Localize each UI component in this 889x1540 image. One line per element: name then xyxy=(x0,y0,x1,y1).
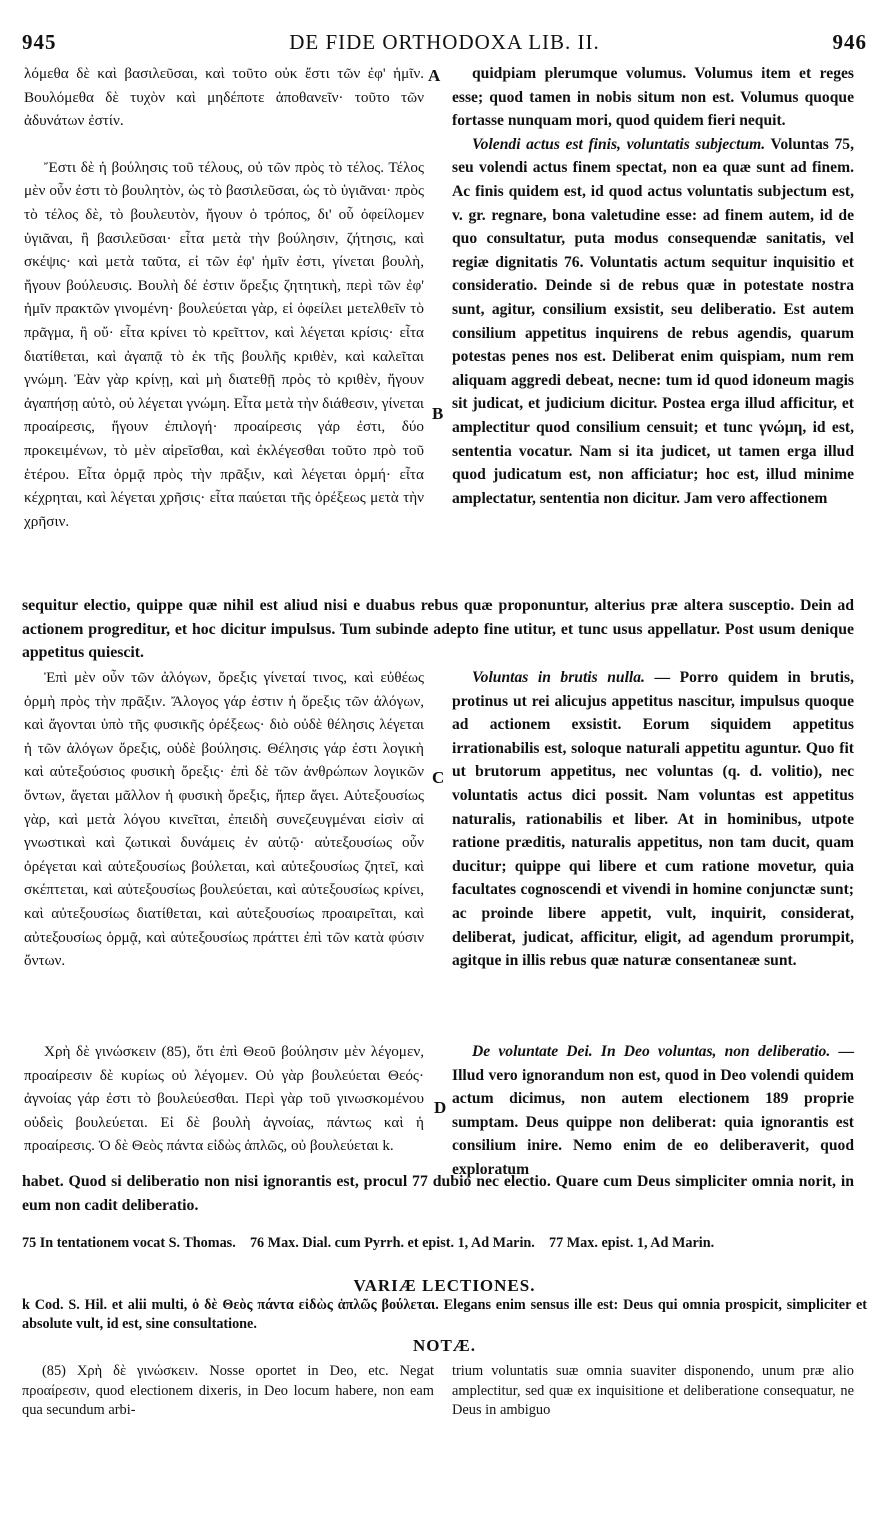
running-title: DE FIDE ORTHODOXA LIB. II. xyxy=(289,30,600,54)
latin-text-deo: — Illud vero ignorandum non est, quod in Deo volendi quidem actum dicimus, non autem electionem 189 proprie sumptam. Deus quippe non deliberat: quia ignorantis est consilium inire. Nemo enim de eo deliberaverit, quod exploratum xyxy=(452,1043,854,1178)
margin-letter-b: B xyxy=(432,404,444,423)
greek-paragraph-4: Χρὴ δὲ γινώσκειν (85), ὅτι ἐπὶ Θεοῦ βούλησιν μὲν λέγομεν, προαίρεσιν δὲ κυρίως οὐ λέγομεν. Οὐ γὰρ βουλεύεται Θεός· ἀγνοίας γάρ ἐστι τὸ βουλεύεσθαι. Περὶ γὰρ τοῦ γινωσκομένου οὐδεὶς βουλεύεται. Εἰ δὲ βουλὴ ἀγνοίας, πάντως καὶ ἡ προαίρεσις. Ὁ δὲ Θεὸς πάντα εἰδὼς ἁπλῶς, οὐ βουλεύεται k. xyxy=(24,1043,424,1155)
latin-column-top xyxy=(452,62,854,598)
latin-full-text-1: sequitur electio, quippe quæ nihil est aliud nisi e duabus rebus quæ proponuntur, alterius præ altera susceptio. Dein ad actionem progreditur, et hoc dicitur impulsus. Tum subinde adepto fine utitur, et tunc usus appellatur. Post usum denique appetitus quiescit. xyxy=(22,597,854,662)
page-number-right: 946 xyxy=(832,30,867,54)
running-header xyxy=(22,30,867,56)
latin-paragraph-2 xyxy=(452,133,854,511)
notae-left-column xyxy=(22,1362,434,1424)
latin-full-text-2: habet. Quod si deliberatio non nisi ignorantis est, procul 77 dubio nec electio. Quare cum Deus simpliciter omnia norit, in eum non cadit deliberatio. xyxy=(22,1173,854,1214)
greek-column-middle xyxy=(24,666,424,1034)
latin-text-brutis: — Porro quidem in brutis, protinus ut rei alicujus appetitus nascitur, impulsus quoque ad actionem exsistit. Eorum siquidem appetitus irrationabilis est, soloque naturali appetitu aguntur. Quo fit ut brutorum appetitus, nec voluntas (q. d. volitio), nec voluntatis actus dici possit. Nam voluntas est appetitus naturalis, rationabilis et liber. At in hominibus, utpote ratione præditis, naturalis appetitus, non tam ducit, quam ducitur; quippe qui libere et cum ratione movetur, quia facultates cognoscendi et vivendi in homine conjunctæ sunt; ac proinde libere appetit, vult, inquirit, considerat, deliberat, judicat, afficitur, eligit, ad agendum prorumpit, agitque in illis rebus quæ naturæ consentaneæ sunt. xyxy=(452,669,854,970)
margin-letter-a: A xyxy=(428,66,441,85)
notae-right-column xyxy=(452,1362,854,1424)
greek-paragraph-3: Ἐπὶ μὲν οὖν τῶν ἀλόγων, ὄρεξις γίνεταί τινος, καὶ εὐθέως ὁρμὴ πρὸς τὴν πρᾶξιν. Ἄλογος γάρ ἐστιν ἡ ὄρεξις τῶν ἀλόγων, καὶ ἄγονται ὑπὸ τῆς φυσικῆς ὀρέξεως· διὸ οὐδὲ θέλησις λέγεται ἡ τῶν ἀλόγων ὄρεξις, οὐδὲ βούλησις. Θέλησις γάρ ἐστι λογικὴ καὶ αὐτεξούσιος φυσικὴ ὄρεξις· ἐπὶ δὲ τῶν ἀνθρώπων λογικῶν ὄντων, ἄγεται μᾶλλον ἡ φυσικὴ ὄρεξις, ἤπερ ἄγει. Αὐτεξουσίως γὰρ, καὶ μετὰ λόγου κινεῖται, ἐπειδὴ συνεζευγμέναι εἰσὶν αἱ γνωστικαὶ καὶ ζωτικαὶ δυνάμεις ἐν αὐτῷ· αὐτεξουσίως οὖν ὀρέγεται καὶ αὐτεξουσίως βούλεται, καὶ αὐτεξουσίως ζητεῖ, καὶ σκέπτεται, καὶ αὐτεξουσίως βουλεύεται, καὶ αὐτεξουσίως κρίνει, καὶ αὐτεξουσίως διατίθεται, καὶ αὐτεξουσίως προαιρεῖται, καὶ αὐτεξουσίως ὁρμᾷ, καὶ αὐτεξουσίως πράττει ἐπὶ τῶν κατὰ φύσιν ὄντων. xyxy=(24,669,424,970)
notae-left-text: (85) Χρὴ δὲ γινώσκειν. Nosse oportet in Deo, etc. Negat προαίρεσιν, quod electionem dixeris, in Deo locum habere, non eam qua secundum arbi- xyxy=(22,1363,434,1418)
footnote-77: 77 Max. epist. 1, Ad Marin. xyxy=(549,1235,715,1251)
notae-right-text: trium voluntatis suæ omnia suaviter disponendo, unum præ alio amplectitur, sed quæ ex inquisitione et deliberatione consequatur, ne Deus in ambiguo xyxy=(452,1363,854,1418)
notae-heading xyxy=(22,1336,867,1360)
variae-text: k Cod. S. Hil. et alii multi, ὁ δὲ Θεὸς πάντα εἰδὼς ἁπλῶς βούλεται. Elegans enim sensus ille est: Deus qui omnia prospicit, simpliciter et absolute vult, id est, sine consultatione. xyxy=(22,1297,867,1332)
latin-column-middle xyxy=(452,666,854,1026)
latin-text-voluntas: Voluntas 75, seu volendi actus finem spectat, non ea quæ sunt ad finem. Ac finis quidem est, id quod actus voluntatis subjectum est, v. gr. regnare, bona valetudine esse: ad finem autem, id de quo consultatur, puta modus consequendæ sanitatis, vel regiæ dignitatis 76. Voluntatis actum sequitur inquisitio et consideratio. Deinde si de rebus quæ in potestate nostra sunt, agitur, consilium exsistit, seu deliberatio. Est autem consilium appetitus inquirens de rebus agendis, quarum potestas penes nos est. Deliberat enim quispiam, num rem aliquam aggredi debeat, necne: tum id quod idoneum magis sit judicat, et judicium dicitur. Postea erga illud afficitur, et amplectitur quod consilium censuit; et tunc γνώμη, id est, sententia vocatur. Nam si ita judicet, ut tamen erga illud quod judicatum est, non afficiatur; hoc est, illud minime amplectatur, sententia non dicitur. Jam vero affectionem xyxy=(452,135,854,507)
footnotes xyxy=(22,1234,867,1276)
latin-fullwidth-1 xyxy=(22,594,854,666)
latin-heading-deo: De voluntate Dei. In Deo voluntas, non deliberatio. xyxy=(472,1043,831,1060)
latin-paragraph-1: quidpiam plerumque volumus. Volumus item et reges esse; quod tamen in nobis situm non est. Volumus quoque fortasse nunquam mori, quod quidem fieri nequit. xyxy=(452,65,854,130)
variae-title: VARIÆ LECTIONES. xyxy=(353,1276,536,1295)
margin-letter-d: D xyxy=(434,1098,447,1117)
latin-column-bottom xyxy=(452,1040,854,1178)
latin-paragraph-3 xyxy=(452,666,854,973)
notae-title: NOTÆ. xyxy=(412,1336,477,1355)
greek-column-top xyxy=(24,62,424,572)
greek-column-bottom xyxy=(24,1040,424,1170)
margin-letter-c: C xyxy=(432,768,445,787)
latin-heading-brutis: Voluntas in brutis nulla. xyxy=(472,669,645,686)
latin-fullwidth-2 xyxy=(22,1170,854,1218)
greek-paragraph-1: λόμεθα δὲ καὶ βασιλεῦσαι, καὶ τοῦτο οὐκ ἔστι τῶν ἐφ' ἡμῖν. Βουλόμεθα δὲ τυχὸν καὶ μηδέποτε ἀποθανεῖν· τοῦτο τῶν ἀδυνάτων ἐστίν. xyxy=(24,65,424,130)
latin-paragraph-4 xyxy=(452,1040,854,1182)
greek-paragraph-2: Ἔστι δὲ ἡ βούλησις τοῦ τέλους, οὐ τῶν πρὸς τὸ τέλος. Τέλος μὲν οὖν ἐστι τὸ βουλητὸν, ὡς τὸ βασιλεῦσαι, ὡς τὸ ὑγιᾶναι· πρὸς τὸ τέλος δὲ, τὸ βουλευτὸν, ἤγουν ὁ τρόπος, δι' οὗ ὀφείλομεν ὑγιᾶναι, ἢ βασιλεῦσαι· εἶτα μετὰ τὴν βούλησιν, ζήτησις, καὶ σκέψις· καὶ μετὰ ταῦτα, εἰ τῶν ἐφ' ἡμῖν ἐστι, γίνεται βουλὴ, ἤγουν βούλευσις. Βουλὴ δέ ἐστιν ὄρεξις ζητητικὴ, περὶ τῶν ἐφ' ἡμῖν πρακτῶν γινομένη· βουλεύεται γὰρ, εἰ ὀφείλει μετελθεῖν τὸ πρᾶγμα, ἢ οὔ· εἶτα κρίνει τὸ κρεῖττον, καὶ λέγεται κρίσις· εἶτα διατίθεται, καὶ ἀγαπᾷ τὸ ἐκ τῆς βουλῆς κριθὲν, καὶ καλεῖται γνώμη. Ἐὰν γὰρ κρίνῃ, καὶ μὴ διατεθῇ πρὸς τὸ κριθὲν, ἤγουν ἀγαπήσῃ αὐτὸ, οὐ λέγεται γνώμη. Εἶτα μετὰ τὴν διάθεσιν, γίνεται προαίρεσις, ἤγουν ἐπιλογή· προαίρεσις γάρ ἐστι, δύο προκειμένων, τὸ μὲν αἱρεῖσθαι, καὶ ἐκλέγεσθαι τοῦτο πρὸ τοῦ ἑτέρου. Εἶτα ὁρμᾷ πρὸς τὴν πρᾶξιν, καὶ λέγεται ὁρμή· εἶτα κέχρηται, καὶ λέγεται χρῆσις· εἶτα παύεται τῆς ὀρέξεως μετὰ τὴν χρῆσιν. xyxy=(24,158,424,530)
footnote-75: 75 In tentationem vocat S. Thomas. xyxy=(22,1235,236,1251)
latin-heading-finis: Volendi actus est finis, voluntatis subjectum. xyxy=(472,135,766,153)
page-number-left: 945 xyxy=(22,30,57,54)
footnote-76: 76 Max. Dial. cum Pyrrh. et epist. 1, Ad Marin. xyxy=(249,1235,535,1251)
